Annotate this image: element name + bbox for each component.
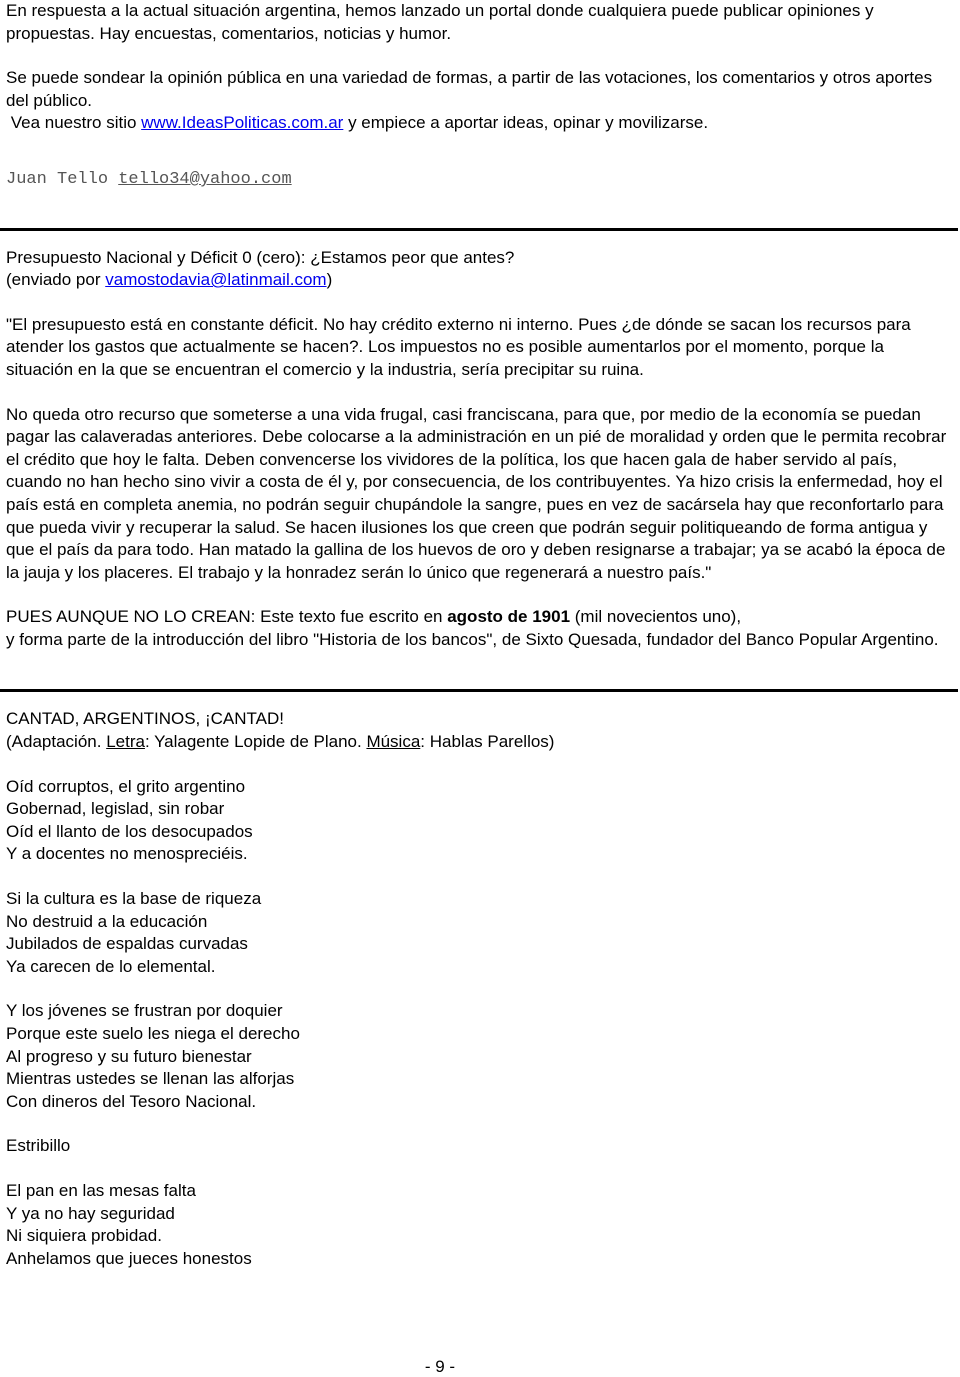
song-credits: (Adaptación. Letra: Yalagente Lopide de Plano. Música: Hablas Parellos): [6, 732, 555, 752]
signature: [6, 169, 954, 192]
verse-line: Y ya no hay seguridad: [6, 1203, 175, 1223]
verse-line: Con dineros del Tesoro Nacional.: [6, 1091, 257, 1111]
verse-line: Y a docentes no menospreciéis.: [6, 844, 248, 864]
verse-line: Y los jóvenes se frustran por doquier: [6, 1001, 283, 1021]
verse-line: Si la cultura es la base de riqueza: [6, 889, 262, 909]
note-date: agosto de 1901: [447, 607, 571, 627]
verse-line: Ya carecen de lo elemental.: [6, 956, 216, 976]
stanza-2: [6, 888, 954, 978]
article-note: PUES AUNQUE NO LO CREAN: Este texto fue escrito en agosto de 1901 (mil novecientos uno),: [6, 607, 742, 627]
site-link[interactable]: www.IdeasPoliticas.com.ar: [141, 113, 344, 133]
sender-email-link[interactable]: vamostodavia@latinmail.com: [105, 270, 327, 290]
chorus-label: Estribillo: [6, 1136, 71, 1156]
document-page: [6, 0, 954, 1270]
article-paragraph-2: No queda otro recurso que someterse a una vida frugal, casi franciscana, para que, por medio de la economía se puedan pagar las calaveradas anteriores. Debe colocarse a la administración en un pié de moralidad y orden que le permita recobrar el crédito que hoy le falta. Deben convencerse los vividores de la política, los que hacen gala de haber servido al país, cuando no han hecho sino vivir a costa de él y, por consecuencia, de los contribuyentes. Ya hizo crisis la enfermedad, hoy el país está en completa anemia, no podrán seguir chupándole la sangre, pues en vez de sacársela hay que reconfortarlo para que pueda vivir y recuperar la salud. Se hacen ilusiones los que creen que podrán seguir politiqueando de forma antigua y que el país da para todo. Han matado la gallina de los huevos de oro y deben resignarse a trabajar; ya se acabó la época de la jauja y los placeres. El trabajo y la honradez serán lo único que regenerará a nuestro país.": [6, 404, 947, 582]
verse-line: El pan en las mesas falta: [6, 1180, 196, 1200]
verse-line: No destruid a la educación: [6, 911, 208, 931]
article-paragraph-1: "El presupuesto está en constante déficit. No hay crédito externo ni interno. Pues ¿de dónde se sacan los recursos para atender los gastos que actualmente se hacen?. Los impuestos no es posible aumentarlos por el momento, porque la situación en la que se encuentran el comercio y la industria, sería precipitar su ruina.: [6, 314, 911, 379]
verse-line: Jubilados de espaldas curvadas: [6, 934, 248, 954]
song-title: CANTAD, ARGENTINOS, ¡CANTAD!: [6, 709, 285, 729]
signature-name: Juan Tello: [6, 169, 119, 189]
stanza-4: [6, 1180, 954, 1270]
verse-line: Oíd corruptos, el grito argentino: [6, 776, 246, 796]
verse-line: Al progreso y su futuro bienestar: [6, 1046, 252, 1066]
verse-line: Mientras ustedes se llenan las alforjas: [6, 1069, 295, 1089]
verse-line: Gobernad, legislad, sin robar: [6, 799, 225, 819]
verse-line: Porque este suelo les niega el derecho: [6, 1024, 300, 1043]
intro-paragraph-2: Se puede sondear la opinión pública en una variedad de formas, a partir de las votaciones, los comentarios y otros aportes del público.: [6, 68, 933, 110]
verse-line: Anhelamos que jueces honestos: [6, 1248, 252, 1268]
intro-paragraph-1: En respuesta a la actual situación argentina, hemos lanzado un portal donde cualquiera puede publicar opiniones y propuestas. Hay encuestas, comentarios, noticias y humor.: [6, 1, 874, 43]
article-note-source: y forma parte de la introducción del libro "Historia de los bancos", de Sixto Quesada, fundador del Banco Popular Argentino.: [6, 629, 939, 649]
stanza-3: [6, 1000, 954, 1113]
article-title: Presupuesto Nacional y Déficit 0 (cero): ¿Estamos peor que antes?: [6, 247, 515, 267]
page-number: - 9 -: [424, 1357, 456, 1376]
article-sender: (enviado por vamostodavia@latinmail.com): [6, 270, 333, 290]
verse-line: Oíd el llanto de los desocupados: [6, 821, 253, 841]
stanza-1: [6, 776, 954, 866]
intro-paragraph-3: Vea nuestro sitio www.IdeasPoliticas.com.ar y empiece a aportar ideas, opinar y movilizarse.: [10, 113, 709, 133]
signature-email-link[interactable]: tello34@yahoo.com: [118, 169, 292, 189]
verse-line: Ni siquiera probidad.: [6, 1226, 162, 1246]
